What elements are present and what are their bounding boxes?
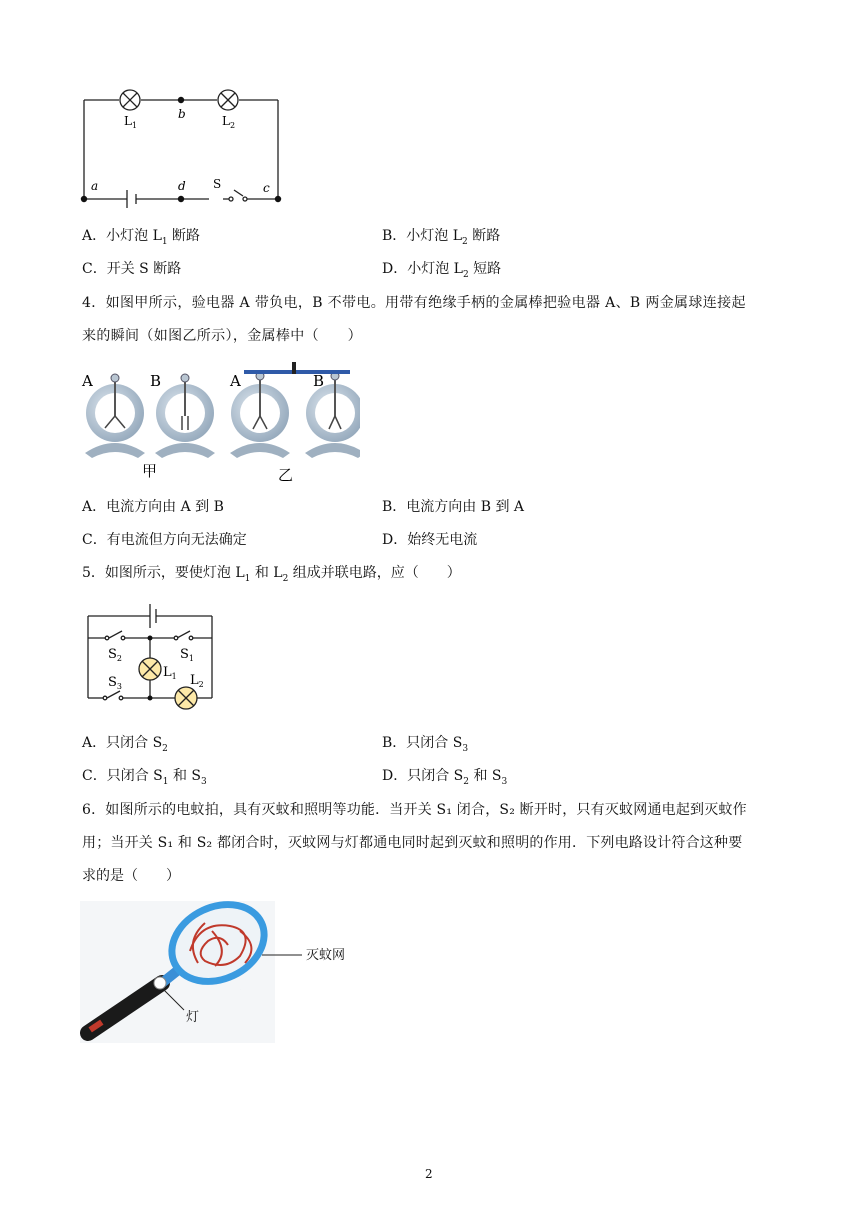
node-b	[178, 97, 184, 103]
option-letter: A．	[82, 228, 107, 244]
label-jia: 甲	[142, 462, 158, 480]
label-a-jia: A	[82, 372, 93, 390]
option-text: 只闭合 S	[106, 768, 163, 784]
node-a	[81, 196, 87, 202]
option-sub: 3	[201, 776, 207, 787]
point-b-label: b	[178, 107, 186, 121]
q6-leader-lines	[240, 940, 310, 1030]
q5-option-a	[82, 733, 168, 759]
q6-stem-line2: 用；当开关 S₁ 和 S₂ 都闭合时，灭蚊网与灯都通电同时起到灭蚊和照明的作用．下列电路设计符合这种要	[82, 835, 743, 851]
option-sub: 2	[162, 743, 168, 754]
net-label: 灭蚊网	[306, 948, 346, 963]
option-sub: 2	[463, 776, 470, 787]
q4-option-b	[382, 497, 524, 517]
stem-part: 和 L	[250, 565, 283, 581]
option-sub: 3	[462, 743, 469, 754]
option-letter: B．	[382, 735, 407, 751]
q5-option-b	[382, 733, 468, 759]
option-text: 开关 S 断路	[106, 261, 182, 277]
q4-option-a	[82, 497, 224, 517]
option-text: 只闭合 S	[406, 735, 463, 751]
lamp2-label: $L_2$	[222, 114, 236, 130]
stem-part: 组成并联电路，应（ ）	[288, 565, 461, 581]
q5-circuit-figure	[82, 598, 222, 718]
q3-option-c	[82, 259, 181, 279]
stem-part: 5．如图所示，要使灯泡 L	[82, 565, 245, 581]
q5-stem	[82, 563, 461, 589]
point-a-label: a	[91, 179, 99, 193]
option-text: 电流方向由 B 到 A	[406, 499, 525, 515]
q5-option-d	[382, 766, 507, 792]
s2-label: $S_2$	[108, 647, 122, 663]
switch-label: S	[213, 177, 222, 191]
option-text: 只闭合 S	[106, 735, 163, 751]
point-d-label: d	[178, 179, 186, 193]
option-text: 小灯泡 L	[106, 228, 162, 244]
q4-option-c	[82, 530, 247, 550]
q4-option-d	[382, 530, 477, 550]
junction-dot	[148, 696, 153, 701]
option-letter: C．	[82, 768, 107, 784]
option-letter: B．	[382, 499, 407, 515]
q3-option-a	[82, 226, 200, 252]
insulated-handle	[292, 362, 296, 374]
q6-stem-line1: 6．如图所示的电蚊拍，具有灭蚊和照明等功能．当开关 S₁ 闭合，S₂ 断开时，只有灭蚊网通电起到灭蚊作	[82, 802, 747, 818]
option-mid: 和 S	[469, 768, 502, 784]
option-letter: A．	[82, 735, 107, 751]
option-tail: 断路	[167, 228, 201, 244]
page-number: 2	[425, 1167, 433, 1181]
option-letter: D．	[382, 768, 408, 784]
node-c	[275, 196, 281, 202]
option-text: 始终无电流	[407, 532, 478, 548]
q4-stem-line2: 来的瞬间（如图乙所示），金属棒中（ ）	[82, 328, 362, 344]
option-text: 有电流但方向无法确定	[106, 532, 247, 548]
option-tail: 断路	[467, 228, 501, 244]
lamp1-label: $L_1$	[124, 114, 138, 130]
option-letter: C．	[82, 532, 107, 548]
label-yi: 乙	[278, 466, 294, 483]
electroscope-a-jia	[85, 374, 145, 458]
lamp-label: 灯	[186, 1010, 200, 1025]
label-a-yi: A	[230, 372, 241, 390]
metal-rod	[244, 370, 350, 374]
label-b-yi: B	[313, 372, 325, 390]
option-letter: C．	[82, 261, 107, 277]
option-sub: 2	[462, 269, 469, 280]
q4-electroscope-figure	[80, 358, 360, 483]
option-tail: 短路	[468, 261, 502, 277]
q3-option-b	[382, 226, 500, 252]
option-mid: 和 S	[168, 768, 201, 784]
option-letter: B．	[382, 228, 407, 244]
option-letter: D．	[382, 261, 408, 277]
option-text: 电流方向由 A 到 B	[106, 499, 224, 515]
option-text: 只闭合 S	[407, 768, 464, 784]
option-sub: 2	[462, 236, 468, 247]
q6-stem-line3: 求的是（ ）	[82, 868, 180, 884]
q3-option-d	[382, 259, 501, 285]
electroscope-b-jia	[155, 374, 215, 458]
stem-sub: 1	[244, 573, 251, 584]
option-letter: D．	[382, 532, 408, 548]
q5-option-c	[82, 766, 207, 792]
label-b-jia: B	[150, 372, 162, 390]
option-sub: 1	[161, 236, 168, 247]
stem-sub: 2	[282, 573, 289, 584]
option-sub: 3	[501, 776, 508, 787]
l2-label: $L_2$	[190, 673, 204, 689]
l1-label: $L_1$	[163, 665, 177, 681]
option-text: 小灯泡 L	[407, 261, 463, 277]
option-letter: A．	[82, 499, 107, 515]
q3-circuit-figure	[75, 80, 295, 210]
q4-stem-line1: 4．如图甲所示，验电器 A 带负电，B 不带电。用带有绝缘手柄的金属棒把验电器 A、B 两金属球连接起	[82, 295, 746, 311]
option-text: 小灯泡 L	[406, 228, 463, 244]
option-sub: 1	[162, 776, 169, 787]
junction-dot	[148, 636, 153, 641]
point-c-label: c	[263, 181, 270, 195]
s1-label: $S_1$	[180, 647, 194, 663]
node-d	[178, 196, 184, 202]
s3-label: $S_3$	[108, 675, 122, 691]
